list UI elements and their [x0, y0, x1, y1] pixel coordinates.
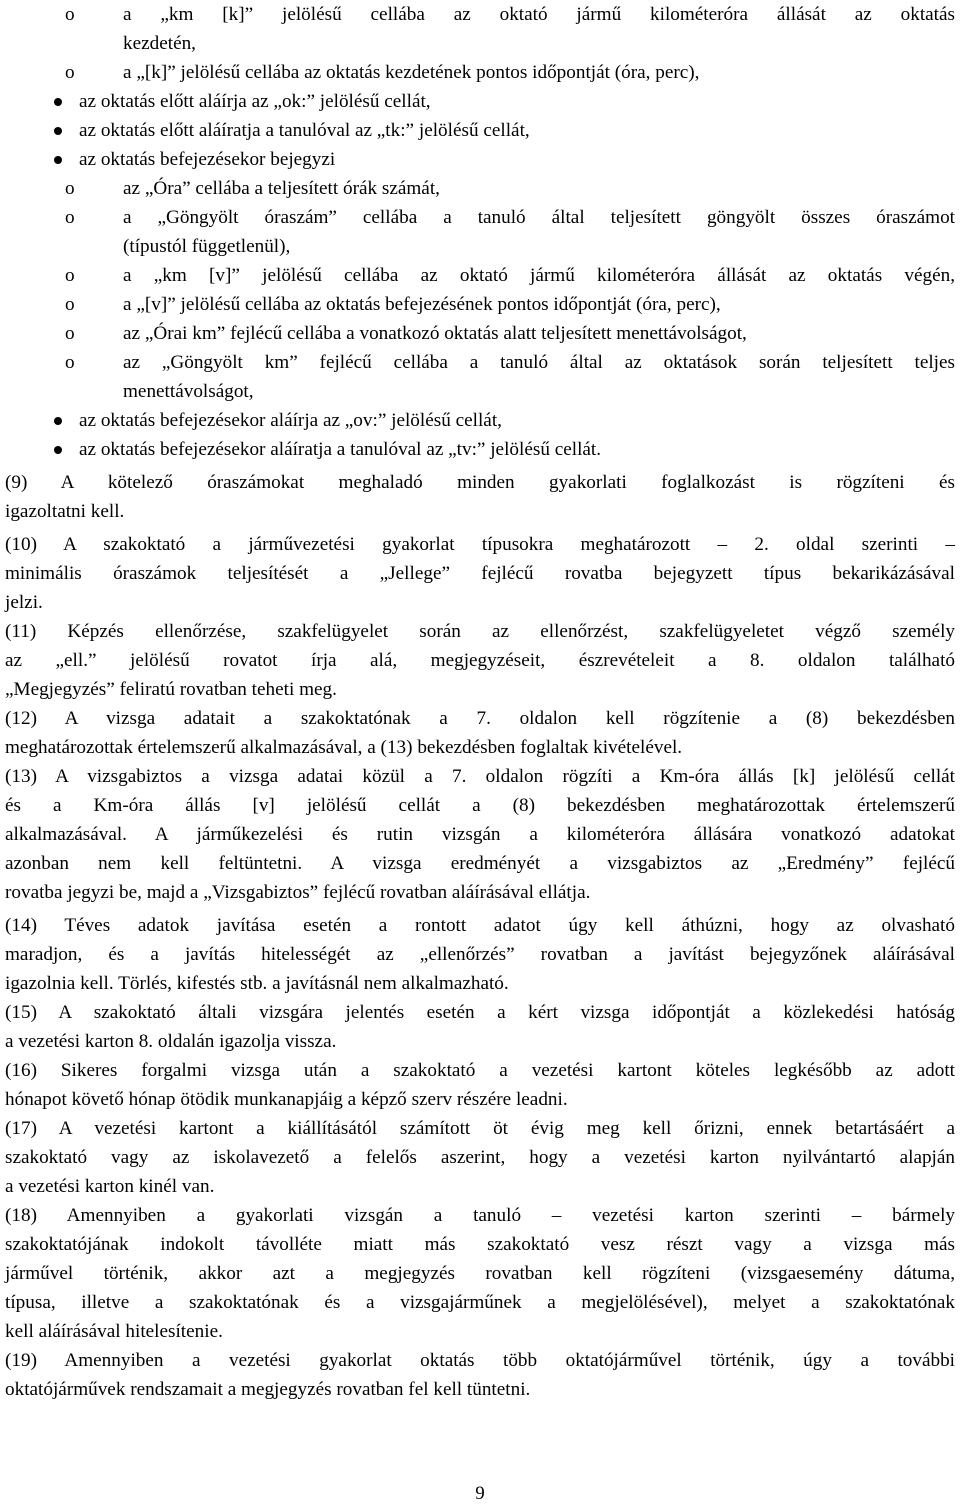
- line-text: a vezetési karton kinél van.: [5, 1176, 215, 1197]
- line-text: (17) A vezetési kartont a kiállításától számított öt évig meg kell őrizni, ennek betartásáért a: [5, 1118, 955, 1139]
- line-text: rovatba jegyzi be, majd a „Vizsgabiztos” fejlécű rovatban aláírásával ellátja.: [5, 882, 591, 903]
- text-line: [5, 940, 955, 969]
- text-line: [5, 406, 955, 435]
- line-text: szakoktatójának indokolt távolléte miatt más szakoktató vesz részt vagy a vizsga más: [5, 1234, 955, 1255]
- line-text: azonban nem kell feltüntetni. A vizsga eredményét a vizsgabiztos az „Eredmény” fejlécű: [5, 853, 955, 874]
- text-line: [5, 1143, 955, 1172]
- line-text: maradjon, és a javítás hitelességét az „ellenőrzés” rovatban a javítást bejegyzőnek aláírásával: [5, 944, 955, 965]
- line-text: (13) A vizsgabiztos a vizsga adatai közül a 7. oldalon rögzíti a Km-óra állás [k] jelölésű cellát: [5, 766, 955, 787]
- text-line: [5, 116, 955, 145]
- text-line: [5, 58, 955, 87]
- line-text: oktatójárművek rendszamait a megjegyzés rovatban fel kell tüntetni.: [5, 1379, 531, 1400]
- text-line: [5, 878, 955, 907]
- line-text: minimális óraszámok teljesítését a „Jellege” fejlécű rovatba bejegyzett típus bekarikázásával: [5, 563, 955, 584]
- text-line: [5, 704, 955, 733]
- line-text: az „ell.” jelölésű rovatot írja alá, megjegyzéseit, észrevételeit a 8. oldalon található: [5, 650, 955, 671]
- text-line: [5, 1230, 955, 1259]
- line-text: az oktatás befejezésekor aláírja az „ov:” jelölésű cellát,: [79, 410, 502, 431]
- text-line: [5, 646, 955, 675]
- text-line: [5, 232, 955, 261]
- bullet-dot-icon: [54, 127, 62, 135]
- list-marker-circle: o: [65, 62, 75, 83]
- line-text: a „Göngyölt óraszám” cellába a tanuló által teljesített göngyölt összes óraszámot: [123, 207, 955, 228]
- line-text: hónapot követő hónap ötödik munkanapjáig a képző szerv részére leadni.: [5, 1089, 568, 1110]
- text-line: [5, 1027, 955, 1056]
- text-line: [5, 530, 955, 559]
- line-text: (10) A szakoktató a járművezetési gyakorlat típusokra meghatározott – 2. oldal szerinti –: [5, 534, 955, 555]
- list-marker-circle: o: [65, 294, 75, 315]
- line-text: alkalmazásával. A járműkezelési és rutin vizsgán a kilométeróra állására vonatkozó adatokat: [5, 824, 955, 845]
- line-text: a „km [v]” jelölésű cellába az oktató jármű kilométeróra állását az oktatás végén,: [123, 265, 955, 286]
- line-text: a „[v]” jelölésű cellába az oktatás befejezésének pontos időpontját (óra, perc),: [123, 294, 721, 315]
- text-line: [5, 588, 955, 617]
- list-marker-circle: o: [65, 265, 75, 286]
- text-line: [5, 87, 955, 116]
- line-text: „Megjegyzés” feliratú rovatban teheti meg.: [5, 679, 337, 700]
- line-text: az oktatás előtt aláírja az „ok:” jelölésű cellát,: [79, 91, 431, 112]
- line-text: a „[k]” jelölésű cellába az oktatás kezdetének pontos időpontját (óra, perc),: [123, 62, 700, 83]
- text-line: [5, 559, 955, 588]
- text-line: [5, 174, 955, 203]
- text-line: [5, 1172, 955, 1201]
- text-line: [5, 791, 955, 820]
- text-line: [5, 468, 955, 497]
- line-text: igazoltatni kell.: [5, 501, 125, 522]
- text-line: [5, 1114, 955, 1143]
- list-marker-circle: o: [65, 352, 75, 373]
- line-text: menettávolságot,: [123, 381, 254, 402]
- line-text: az oktatás előtt aláíratja a tanulóval az „tk:” jelölésű cellát,: [79, 120, 530, 141]
- line-text: (14) Téves adatok javítása esetén a rontott adatot úgy kell áthúzni, hogy az olvasható: [5, 915, 955, 936]
- list-marker-circle: o: [65, 4, 75, 25]
- bullet-dot-icon: [54, 417, 62, 425]
- bullet-dot-icon: [54, 156, 62, 164]
- text-line: [5, 998, 955, 1027]
- line-text: és a Km-óra állás [v] jelölésű cellát a (8) bekezdésben meghatározottak értelemszerű: [5, 795, 955, 816]
- bullet-dot-icon: [54, 446, 62, 454]
- line-text: az „Órai km” fejlécű cellába a vonatkozó oktatás alatt teljesített menettávolságot,: [123, 323, 747, 344]
- line-text: (11) Képzés ellenőrzése, szakfelügyelet során az ellenőrzést, szakfelügyeletet végző személy: [5, 621, 955, 642]
- text-line: [5, 969, 955, 998]
- line-text: (típustól függetlenül),: [123, 236, 291, 257]
- text-line: [5, 348, 955, 377]
- text-line: [5, 203, 955, 232]
- text-line: [5, 911, 955, 940]
- text-line: [5, 290, 955, 319]
- line-text: az oktatás befejezésekor aláíratja a tanulóval az „tv:” jelölésű cellát.: [79, 439, 602, 460]
- line-text: jelzi.: [5, 592, 43, 613]
- list-marker-circle: o: [65, 323, 75, 344]
- line-text: (18) Amennyiben a gyakorlati vizsgán a tanuló – vezetési karton szerinti – bármely: [5, 1205, 955, 1226]
- text-line: [5, 733, 955, 762]
- text-line: [5, 29, 955, 58]
- text-line: [5, 497, 955, 526]
- line-text: (16) Sikeres forgalmi vizsga után a szakoktató a vezetési kartont köteles legkésőbb az adott: [5, 1060, 955, 1081]
- line-text: az „Göngyölt km” fejlécű cellába a tanuló által az oktatások során teljesített teljes: [123, 352, 955, 373]
- line-text: a „km [k]” jelölésű cellába az oktató jármű kilométeróra állását az oktatás: [123, 4, 955, 25]
- line-text: szakoktató vagy az iskolavezető a felelős aszerint, hogy a vezetési karton nyilvántartó alapján: [5, 1147, 955, 1168]
- text-line: [5, 849, 955, 878]
- text-line: [5, 1259, 955, 1288]
- text-line: [5, 435, 955, 464]
- text-line: [5, 319, 955, 348]
- list-marker-circle: o: [65, 178, 75, 199]
- line-text: meghatározottak értelemszerű alkalmazásával, a (13) bekezdésben foglaltak kivételével.: [5, 737, 683, 758]
- text-line: [5, 762, 955, 791]
- line-text: (19) Amennyiben a vezetési gyakorlat oktatás több oktatójárművel történik, úgy a további: [5, 1350, 955, 1371]
- text-line: [5, 820, 955, 849]
- line-text: igazolnia kell. Törlés, kifestés stb. a javításnál nem alkalmazható.: [5, 973, 509, 994]
- text-line: [5, 1375, 955, 1404]
- text-line: [5, 0, 955, 29]
- line-text: (12) A vizsga adatait a szakoktatónak a 7. oldalon kell rögzítenie a (8) bekezdésben: [5, 708, 955, 729]
- text-line: [5, 1201, 955, 1230]
- text-line: [5, 261, 955, 290]
- text-line: [5, 145, 955, 174]
- line-text: (9) A kötelező óraszámokat meghaladó minden gyakorlati foglalkozást is rögzíteni és: [5, 472, 955, 493]
- text-line: [5, 1056, 955, 1085]
- text-line: [5, 1317, 955, 1346]
- text-line: [5, 1288, 955, 1317]
- list-marker-circle: o: [65, 207, 75, 228]
- line-text: a vezetési karton 8. oldalán igazolja vissza.: [5, 1031, 337, 1052]
- page-number: 9: [475, 1483, 485, 1504]
- bullet-dot-icon: [54, 98, 62, 106]
- text-line: [5, 1085, 955, 1114]
- line-text: járművel történik, akkor azt a megjegyzés rovatban kell rögzíteni (vizsgaesemény dátuma,: [5, 1263, 955, 1284]
- line-text: (15) A szakoktató általi vizsgára jelentés esetén a kért vizsga időpontját a közlekedési hatóság: [5, 1002, 955, 1023]
- line-text: kell aláírásával hitelesítenie.: [5, 1321, 223, 1342]
- text-line: [5, 675, 955, 704]
- line-text: az „Óra” cellába a teljesített órák számát,: [123, 178, 440, 199]
- line-text: kezdetén,: [123, 33, 196, 54]
- text-line: [5, 617, 955, 646]
- line-text: az oktatás befejezésekor bejegyzi: [79, 149, 336, 170]
- text-line: [5, 377, 955, 406]
- line-text: típusa, illetve a szakoktatónak és a vizsgajárműnek a megjelölésével), melyet a szakoktatónak: [5, 1292, 955, 1313]
- text-line: [5, 1346, 955, 1375]
